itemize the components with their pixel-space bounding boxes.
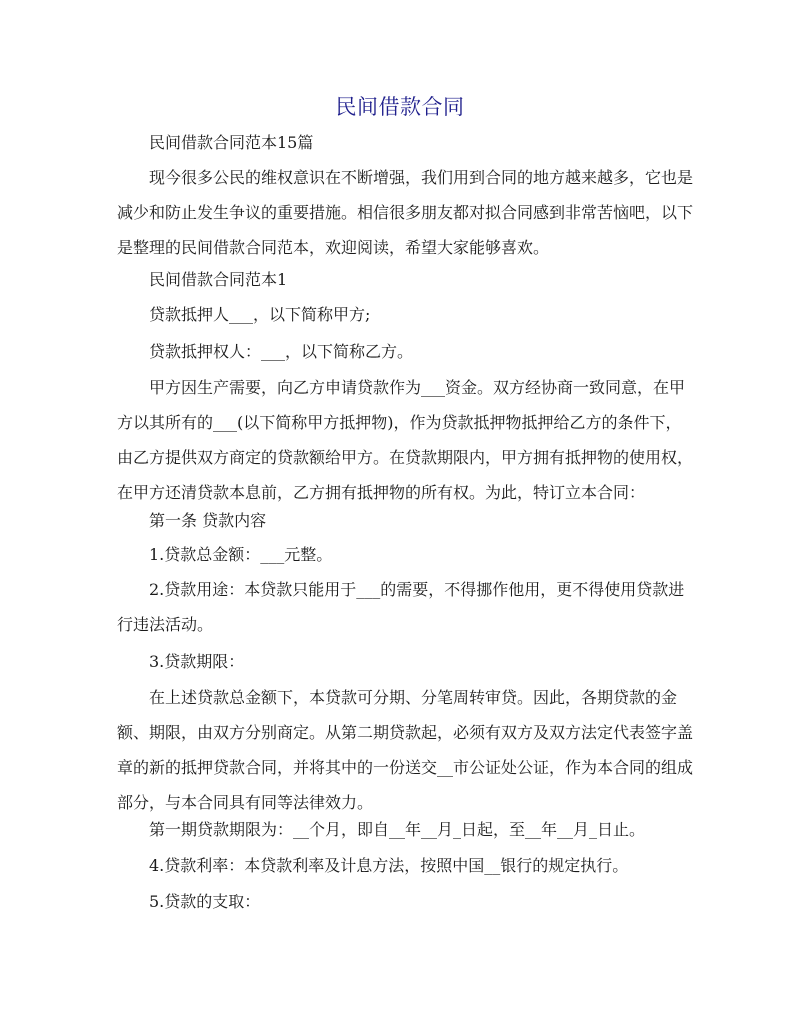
preamble-line: 方以其所有的___(以下简称甲方抵押物)，作为贷款抵押物抵押给乙方的条件下，: [117, 413, 682, 432]
item-line: 行违法活动。: [117, 615, 214, 634]
article-heading: 第一条 贷款内容: [149, 511, 267, 530]
item-loan-amount: 1.贷款总金额：___元整。: [149, 545, 333, 564]
item-interest-rate: 4.贷款利率：本贷款利率及计息方法，按照中国__银行的规定执行。: [149, 856, 629, 875]
party-b-line: 贷款抵押权人：___，以下简称乙方。: [149, 342, 414, 361]
preamble-paragraph: [117, 370, 694, 510]
term-line: 部分，与本合同具有同等法律效力。: [117, 793, 374, 812]
party-a-line: 贷款抵押人___，以下简称甲方;: [149, 305, 371, 324]
item-loan-purpose: [117, 572, 687, 642]
preamble-line: 甲方因生产需要，向乙方申请贷款作为___资金。双方经协商一致同意，在甲: [149, 378, 686, 397]
preamble-line: 在甲方还清贷款本息前，乙方拥有抵押物的所有权。为此，特订立本合同：: [117, 483, 646, 502]
section-heading: 民间借款合同范本1: [149, 270, 288, 289]
document-subtitle: 民间借款合同范本15篇: [149, 133, 314, 152]
preamble-line: 由乙方提供双方商定的贷款额给甲方。在贷款期限内，甲方拥有抵押物的使用权，: [117, 448, 694, 467]
term-paragraph: [117, 680, 694, 820]
term-line: 章的新的抵押贷款合同，并将其中的一份送交__市公证处公证，作为本合同的组成: [117, 758, 694, 777]
intro-line: 减少和防止发生争议的重要措施。相信很多朋友都对拟合同感到非常苦恼吧，以下: [117, 203, 694, 222]
intro-line: 现今很多公民的维权意识在不断增强，我们用到合同的地方越来越多，它也是: [149, 168, 694, 187]
intro-paragraph: [117, 160, 694, 265]
item-loan-withdrawal: 5.贷款的支取：: [149, 892, 261, 911]
intro-line: 是整理的民间借款合同范本，欢迎阅读，希望大家能够喜欢。: [117, 238, 550, 257]
item-loan-term: 3.贷款期限：: [149, 652, 245, 671]
term-line: 额、期限，由双方分别商定。从第二期贷款起，必须有双方及双方法定代表签字盖: [117, 723, 694, 742]
item-line: 2.贷款用途：本贷款只能用于___的需要，不得挪作他用，更不得使用贷款进: [149, 580, 685, 599]
document-title: 民间借款合同: [335, 95, 465, 119]
term-line: 在上述贷款总金额下，本贷款可分期、分笔周转审贷。因此，各期贷款的金: [149, 688, 678, 707]
first-term-line: 第一期贷款期限为：__个月，即自__年__月_日起，至__年__月_日止。: [149, 820, 646, 839]
